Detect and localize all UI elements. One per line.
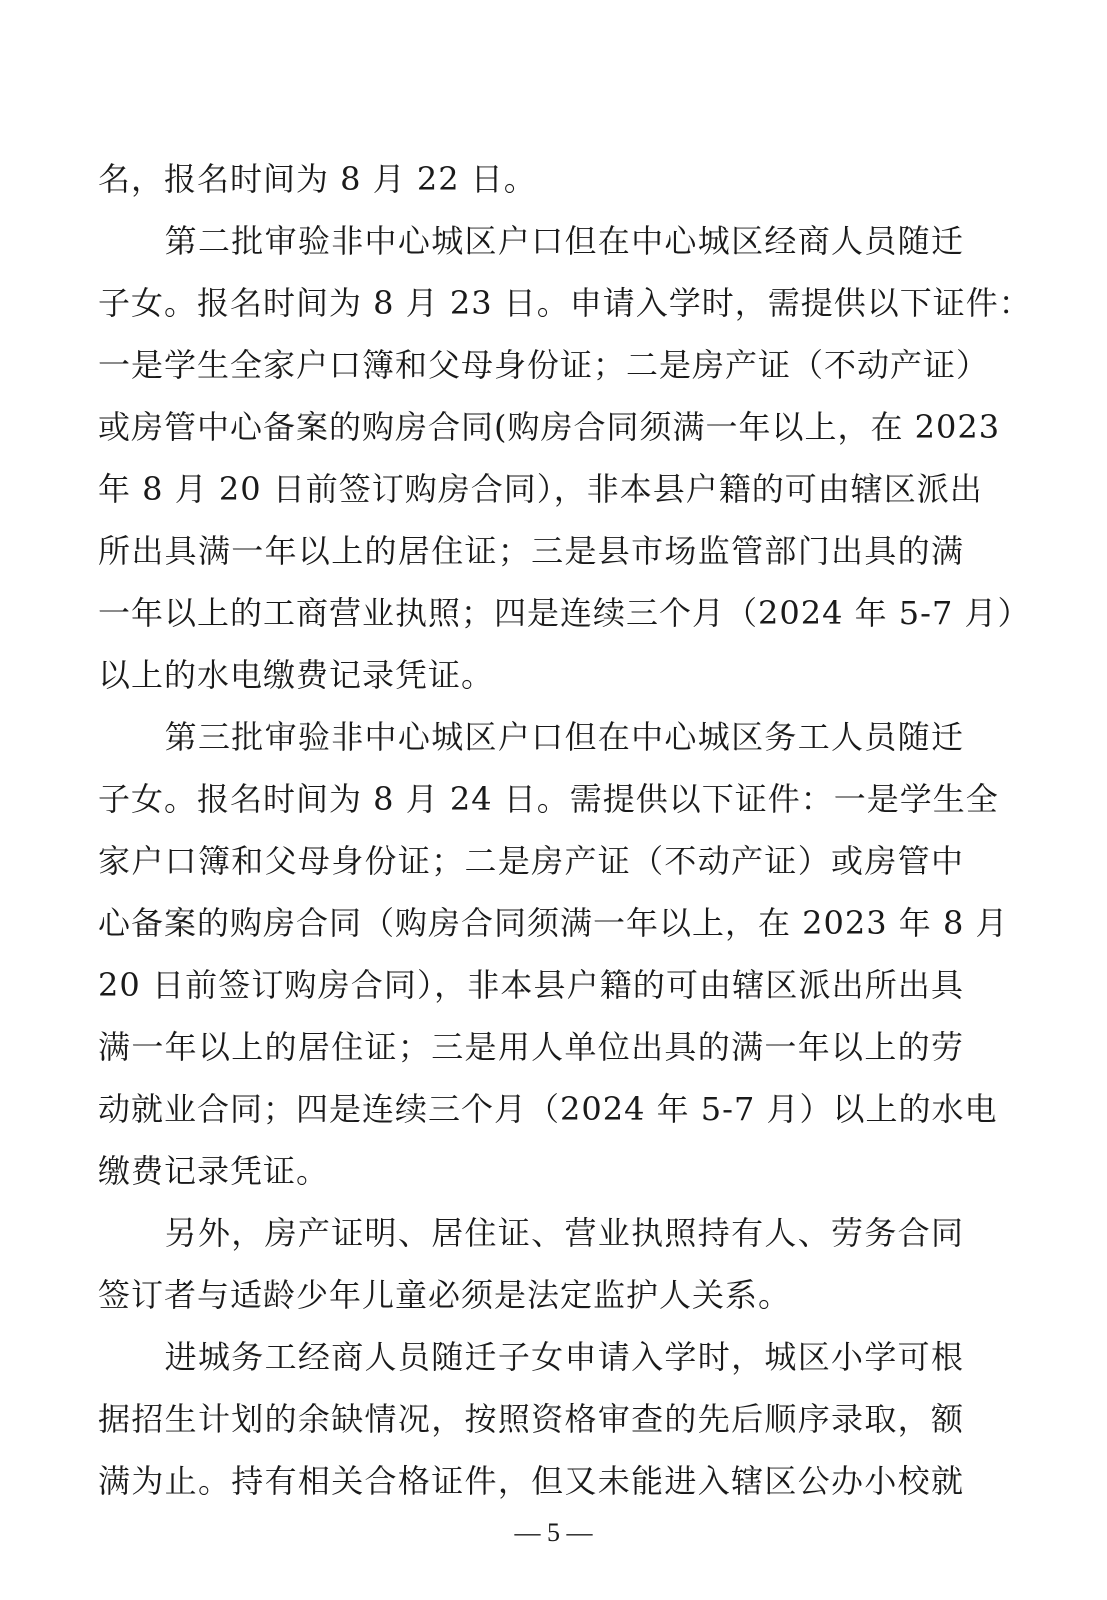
text-line: 心备案的购房合同（购房合同须满一年以上，在 2023 年 8 月: [98, 904, 1009, 942]
text-line: 缴费记录凭证。: [98, 1152, 330, 1190]
text-line: 年 8 月 20 日前签订购房合同），非本县户籍的可由辖区派出: [98, 470, 983, 508]
text-line: 子女。报名时间为 8 月 24 日。需提供以下证件：一是学生全: [98, 780, 999, 818]
text-line: 家户口簿和父母身份证；二是房产证（不动产证）或房管中: [98, 842, 964, 880]
text-line: 所出具满一年以上的居住证；三是县市场监管部门出具的满: [98, 532, 964, 570]
document-body: [98, 148, 1032, 1512]
text-line: 满为止。持有相关合格证件，但又未能进入辖区公办小校就: [98, 1462, 964, 1500]
text-line: 进城务工经商人员随迁子女申请入学时，城区小学可根: [98, 1338, 964, 1376]
page-number: — 5 —: [514, 1518, 593, 1547]
text-line: 子女。报名时间为 8 月 23 日。申请入学时，需提供以下证件：: [98, 284, 1032, 322]
text-line: 另外，房产证明、居住证、营业执照持有人、劳务合同: [98, 1214, 964, 1252]
text-line: 第三批审验非中心城区户口但在中心城区务工人员随迁: [98, 718, 964, 756]
text-line: 据招生计划的余缺情况，按照资格审查的先后顺序录取，额: [98, 1400, 964, 1438]
text-line: 以上的水电缴费记录凭证。: [98, 656, 495, 694]
text-line: 签订者与适龄少年儿童必须是法定监护人关系。: [98, 1276, 792, 1314]
text-line: 动就业合同；四是连续三个月（2024 年 5-7 月）以上的水电: [98, 1090, 998, 1128]
text-line: 满一年以上的居住证；三是用人单位出具的满一年以上的劳: [98, 1028, 964, 1066]
text-line: 或房管中心备案的购房合同(购房合同须满一年以上，在 2023: [98, 408, 1001, 446]
text-line: 20 日前签订购房合同），非本县户籍的可由辖区派出所出具: [98, 966, 964, 1004]
text-line: 名，报名时间为 8 月 22 日。: [98, 160, 537, 198]
text-line: 第二批审验非中心城区户口但在中心城区经商人员随迁: [98, 222, 964, 260]
text-line: 一年以上的工商营业执照；四是连续三个月（2024 年 5-7 月）: [98, 594, 1031, 632]
text-line: 一是学生全家户口簿和父母身份证；二是房产证（不动产证）: [98, 346, 990, 384]
